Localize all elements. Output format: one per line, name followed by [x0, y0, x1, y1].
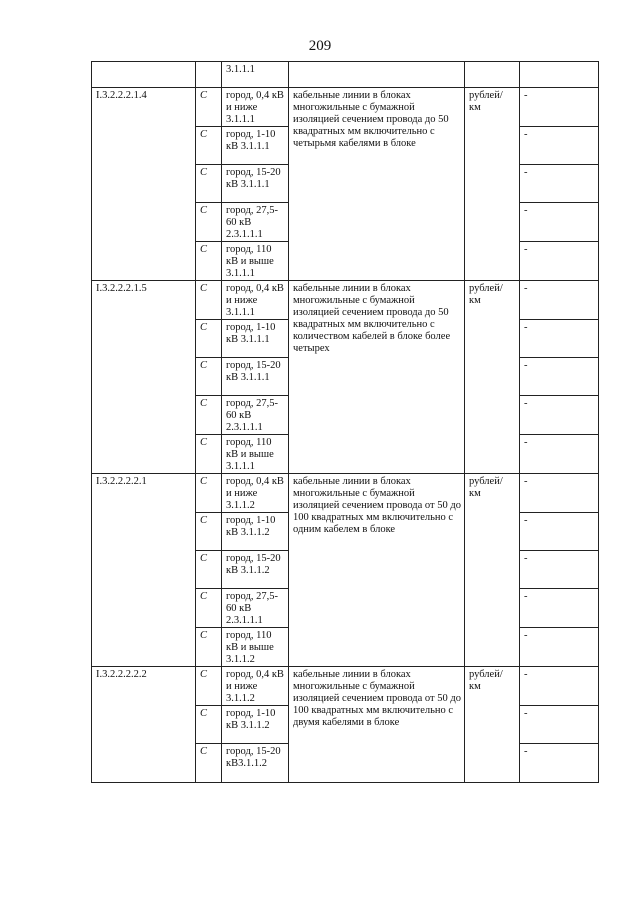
letter-cell: С	[196, 396, 222, 435]
location-cell: город, 110 кВ и выше 3.1.1.2	[222, 628, 289, 667]
value-cell: -	[520, 320, 599, 358]
table-row	[92, 474, 599, 513]
location-cell: город, 1-10 кВ 3.1.1.1	[222, 127, 289, 165]
location-cell: город, 27,5-60 кВ 2.3.1.1.1	[222, 203, 289, 242]
letter-cell: С	[196, 203, 222, 242]
location-cell: город, 15-20 кВ3.1.1.2	[222, 744, 289, 783]
location-cell: город, 0,4 кВ и ниже 3.1.1.1	[222, 281, 289, 320]
letter-cell: С	[196, 474, 222, 513]
letter-cell: С	[196, 88, 222, 127]
unit-cell: рублей/ км	[465, 281, 520, 474]
value-cell: -	[520, 667, 599, 706]
value-cell: -	[520, 281, 599, 320]
value-cell: -	[520, 744, 599, 783]
value-cell: -	[520, 242, 599, 281]
code-cell: I.3.2.2.2.1.5	[92, 281, 196, 474]
letter-cell: С	[196, 706, 222, 744]
unit-cell: рублей/ км	[465, 474, 520, 667]
location-cell: город, 1-10 кВ 3.1.1.2	[222, 706, 289, 744]
letter-cell: С	[196, 667, 222, 706]
letter-cell: С	[196, 628, 222, 667]
letter-cell: С	[196, 551, 222, 589]
location-cell: город, 1-10 кВ 3.1.1.1	[222, 320, 289, 358]
location-cell: город, 15-20 кВ 3.1.1.1	[222, 165, 289, 203]
table-row	[92, 667, 599, 706]
letter-cell: С	[196, 127, 222, 165]
value-cell	[520, 62, 599, 88]
value-cell: -	[520, 396, 599, 435]
location-cell: город, 1-10 кВ 3.1.1.2	[222, 513, 289, 551]
value-cell: -	[520, 589, 599, 628]
unit-cell: рублей/ км	[465, 88, 520, 281]
value-cell: -	[520, 435, 599, 474]
letter-cell: С	[196, 281, 222, 320]
letter-cell: С	[196, 744, 222, 783]
location-cell: город, 15-20 кВ 3.1.1.1	[222, 358, 289, 396]
code-cell: I.3.2.2.2.2.1	[92, 474, 196, 667]
code-cell: I.3.2.2.2.2.2	[92, 667, 196, 783]
letter-cell	[196, 62, 222, 88]
value-cell: -	[520, 127, 599, 165]
letter-cell: С	[196, 513, 222, 551]
location-cell: город, 0,4 кВ и ниже 3.1.1.1	[222, 88, 289, 127]
letter-cell: С	[196, 320, 222, 358]
description-cell: кабельные линии в блоках многожильные с бумажной изоляцией сечением провода от 50 до 100 квадратных мм включительно с одним кабелем в блоке	[289, 474, 465, 667]
location-cell: город, 27,5-60 кВ 2.3.1.1.1	[222, 589, 289, 628]
letter-cell: С	[196, 358, 222, 396]
value-cell: -	[520, 513, 599, 551]
page-number: 209	[308, 38, 332, 54]
value-cell: -	[520, 203, 599, 242]
value-cell: -	[520, 165, 599, 203]
location-cell: город, 0,4 кВ и ниже 3.1.1.2	[222, 474, 289, 513]
letter-cell: С	[196, 242, 222, 281]
tariff-table	[91, 61, 599, 783]
location-cell: город, 110 кВ и выше 3.1.1.1	[222, 242, 289, 281]
location-cell: город, 110 кВ и выше 3.1.1.1	[222, 435, 289, 474]
code-cell	[92, 62, 196, 88]
description-cell: кабельные линии в блоках многожильные с бумажной изоляцией сечением провода до 50 квадратных мм включительно с четырьмя кабелями в блоке	[289, 88, 465, 281]
letter-cell: С	[196, 589, 222, 628]
table-row	[92, 62, 599, 88]
value-cell: -	[520, 474, 599, 513]
unit-cell: рублей/ км	[465, 667, 520, 783]
letter-cell: С	[196, 435, 222, 474]
value-cell: -	[520, 358, 599, 396]
value-cell: -	[520, 706, 599, 744]
table-row	[92, 88, 599, 127]
table-row	[92, 281, 599, 320]
value-cell: -	[520, 88, 599, 127]
location-cell: город, 27,5-60 кВ 2.3.1.1.1	[222, 396, 289, 435]
unit-cell	[465, 62, 520, 88]
location-cell: город, 15-20 кВ 3.1.1.2	[222, 551, 289, 589]
description-cell: кабельные линии в блоках многожильные с бумажной изоляцией сечением провода от 50 до 100 квадратных мм включительно с двумя кабелями в блоке	[289, 667, 465, 783]
letter-cell: С	[196, 165, 222, 203]
description-cell: кабельные линии в блоках многожильные с бумажной изоляцией сечением провода до 50 квадратных мм включительно с количеством кабелей в блоке более четырех	[289, 281, 465, 474]
description-cell	[289, 62, 465, 88]
value-cell: -	[520, 551, 599, 589]
location-cell: 3.1.1.1	[222, 62, 289, 88]
value-cell: -	[520, 628, 599, 667]
location-cell: город, 0,4 кВ и ниже 3.1.1.2	[222, 667, 289, 706]
code-cell: I.3.2.2.2.1.4	[92, 88, 196, 281]
